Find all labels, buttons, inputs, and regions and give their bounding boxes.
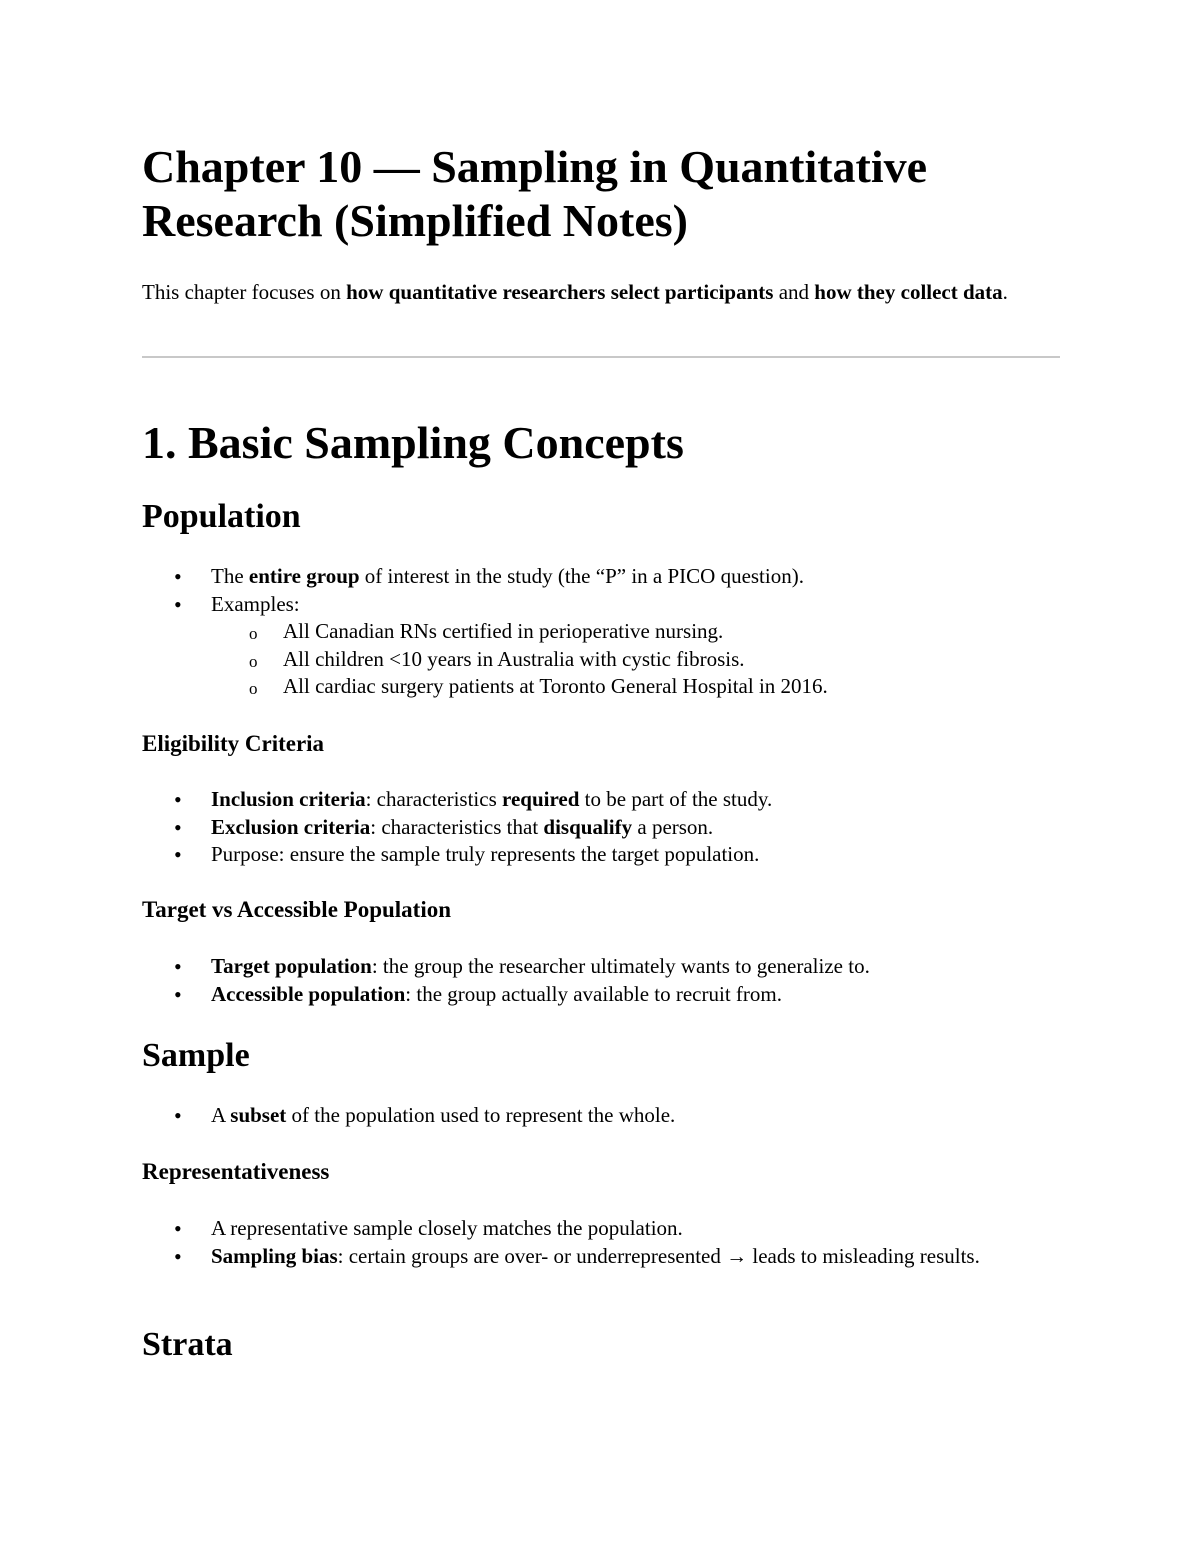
page-title: Chapter 10 — Sampling in Quantitative Research (Simplified Notes)	[142, 141, 928, 246]
representativeness-list	[142, 1215, 1012, 1270]
list-item: • The entire group of interest in the study (the “P” in a PICO question).	[142, 563, 1060, 591]
sample-list	[142, 1102, 1060, 1130]
list-item: • Accessible population: the group actually available to recruit from.	[142, 981, 1060, 1009]
list-item: • Exclusion criteria: characteristics that disqualify a person.	[142, 814, 1060, 842]
example-item: o All cardiac surgery patients at Toronto General Hospital in 2016.	[211, 673, 1060, 701]
example-item: o All children <10 years in Australia with cystic fibrosis.	[211, 646, 1060, 674]
list-item: • A subset of the population used to represent the whole.	[142, 1102, 1060, 1130]
target-accessible-list	[142, 953, 1060, 1008]
list-item: • A representative sample closely matches the population.	[142, 1215, 1012, 1243]
list-item: • Purpose: ensure the sample truly represents the target population.	[142, 841, 1060, 869]
eligibility-heading: Eligibility Criteria	[142, 731, 325, 756]
intro-bold: how they collect data	[814, 280, 1003, 304]
target-accessible-heading: Target vs Accessible Population	[142, 897, 452, 922]
section-heading: 1. Basic Sampling Concepts	[142, 417, 684, 468]
examples-list	[211, 618, 1060, 701]
population-heading: Population	[142, 498, 301, 535]
eligibility-list	[142, 786, 1060, 869]
population-list	[142, 563, 1060, 701]
intro-text: .	[1002, 280, 1008, 304]
list-item: • Target population: the group the researcher ultimately wants to generalize to.	[142, 953, 1060, 981]
list-item: • Examples: o All Canadian RNs certified in perioperative nursing. o All children <10 years in Australia with cystic fibrosis. o All cardiac surgery patients at Toronto General Hospital in 2016.	[142, 591, 1060, 701]
intro-bold: how quantitative researchers select participants	[346, 280, 774, 304]
example-item: o All Canadian RNs certified in perioperative nursing.	[211, 618, 1060, 646]
list-item: • Inclusion criteria: characteristics required to be part of the study.	[142, 786, 1060, 814]
intro-text: and	[773, 280, 815, 304]
list-item: • Sampling bias: certain groups are over- or underrepresented → leads to misleading results.	[142, 1243, 1012, 1271]
intro-paragraph	[142, 279, 1060, 306]
strata-heading: Strata	[142, 1326, 233, 1363]
intro-text: This chapter focuses on	[142, 280, 347, 304]
horizontal-divider	[142, 356, 1060, 358]
sample-heading: Sample	[142, 1037, 250, 1074]
representativeness-heading: Representativeness	[142, 1159, 330, 1184]
